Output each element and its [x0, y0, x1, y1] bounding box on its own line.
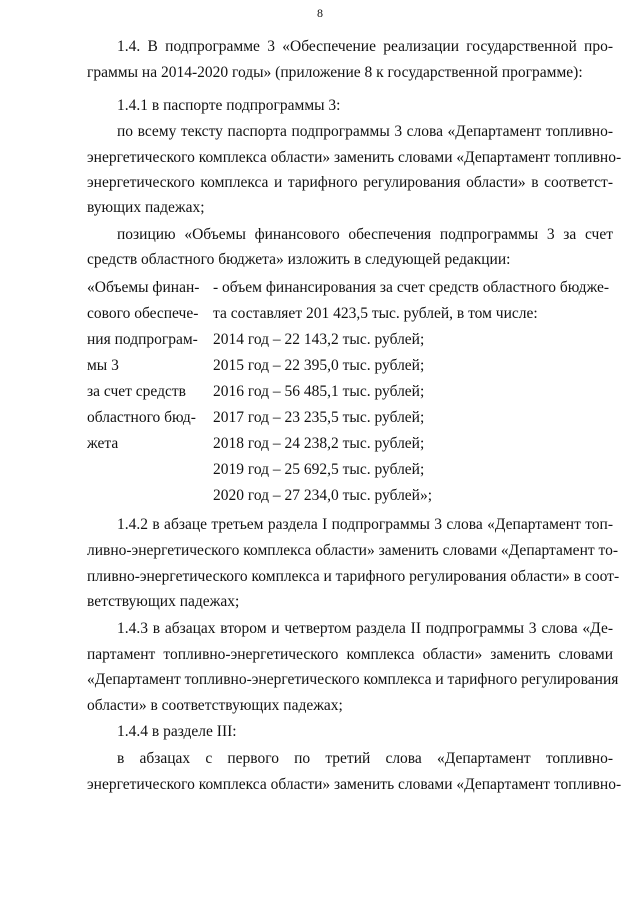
table-left-cell: «Объемы финан- [87, 279, 200, 296]
paragraph-line: в абзацах с первого по третий слова «Департамент топливно- [117, 750, 613, 767]
paragraph-line: ливно-энергетического комплекса области» заменить словами «Департамент то- [87, 542, 618, 559]
paragraph-line: вующих падежах; [87, 199, 205, 216]
table-right-cell: - объем финансирования за счет средств областного бюдже- [213, 279, 610, 296]
paragraph-line: позицию «Объемы финансового обеспечения подпрограммы 3 за счет [117, 226, 613, 243]
paragraph-line: пливно-энергетического комплекса и тарифного регулирования области» в соот- [87, 568, 620, 585]
paragraph-line: энергетического комплекса области» заменить словами «Департамент топливно- [87, 776, 622, 793]
table-right-cell: та составляет 201 423,5 тыс. рублей, в том числе: [213, 305, 538, 322]
table-left-cell: областного бюд- [87, 409, 196, 426]
table-right-cell: 2017 год – 23 235,5 тыс. рублей; [213, 409, 425, 426]
paragraph-line: 1.4. В подпрограмме 3 «Обеспечение реализации государственной про- [117, 38, 613, 55]
paragraph-line: 1.4.4 в разделе III: [117, 723, 237, 740]
page-number: 8 [317, 6, 323, 20]
paragraph-line: области» в соответствующих падежах; [87, 697, 343, 714]
table-left-cell: сового обеспече- [87, 305, 199, 322]
paragraph-line: средств областного бюджета» изложить в следующей редакции: [87, 251, 511, 268]
paragraph-line: 1.4.2 в абзаце третьем раздела I подпрограммы 3 слова «Департамент топ- [117, 516, 613, 533]
paragraph-line: энергетического комплекса и тарифного регулирования области» в соответст- [87, 174, 613, 191]
paragraph-line: граммы на 2014-2020 годы» (приложение 8 к государственной программе): [87, 64, 583, 81]
table-right-cell: 2018 год – 24 238,2 тыс. рублей; [213, 435, 425, 452]
table-left-cell: за счет средств [87, 383, 186, 400]
table-right-cell: 2014 год – 22 143,2 тыс. рублей; [213, 331, 425, 348]
table-right-cell: 2019 год – 25 692,5 тыс. рублей; [213, 461, 425, 478]
table-right-cell: 2016 год – 56 485,1 тыс. рублей; [213, 383, 425, 400]
paragraph-line: 1.4.3 в абзацах втором и четвертом раздела II подпрограммы 3 слова «Де- [117, 620, 613, 637]
paragraph-line: ветствующих падежах; [87, 593, 240, 610]
table-right-cell: 2015 год – 22 395,0 тыс. рублей; [213, 357, 425, 374]
paragraph-line: 1.4.1 в паспорте подпрограммы 3: [117, 97, 341, 114]
table-left-cell: ния подпрограм- [87, 331, 198, 348]
table-left-cell: жета [87, 435, 119, 452]
paragraph-line: «Департамент топливно-энергетического комплекса и тарифного регулирования [87, 671, 619, 688]
paragraph-line: по всему тексту паспорта подпрограммы 3 слова «Департамент топливно- [117, 123, 613, 140]
paragraph-line: партамент топливно-энергетического комплекса области» заменить словами [87, 646, 613, 663]
paragraph-line: энергетического комплекса области» заменить словами «Департамент топливно- [87, 149, 622, 166]
table-right-cell: 2020 год – 27 234,0 тыс. рублей»; [213, 487, 433, 504]
table-left-cell: мы 3 [87, 357, 119, 374]
